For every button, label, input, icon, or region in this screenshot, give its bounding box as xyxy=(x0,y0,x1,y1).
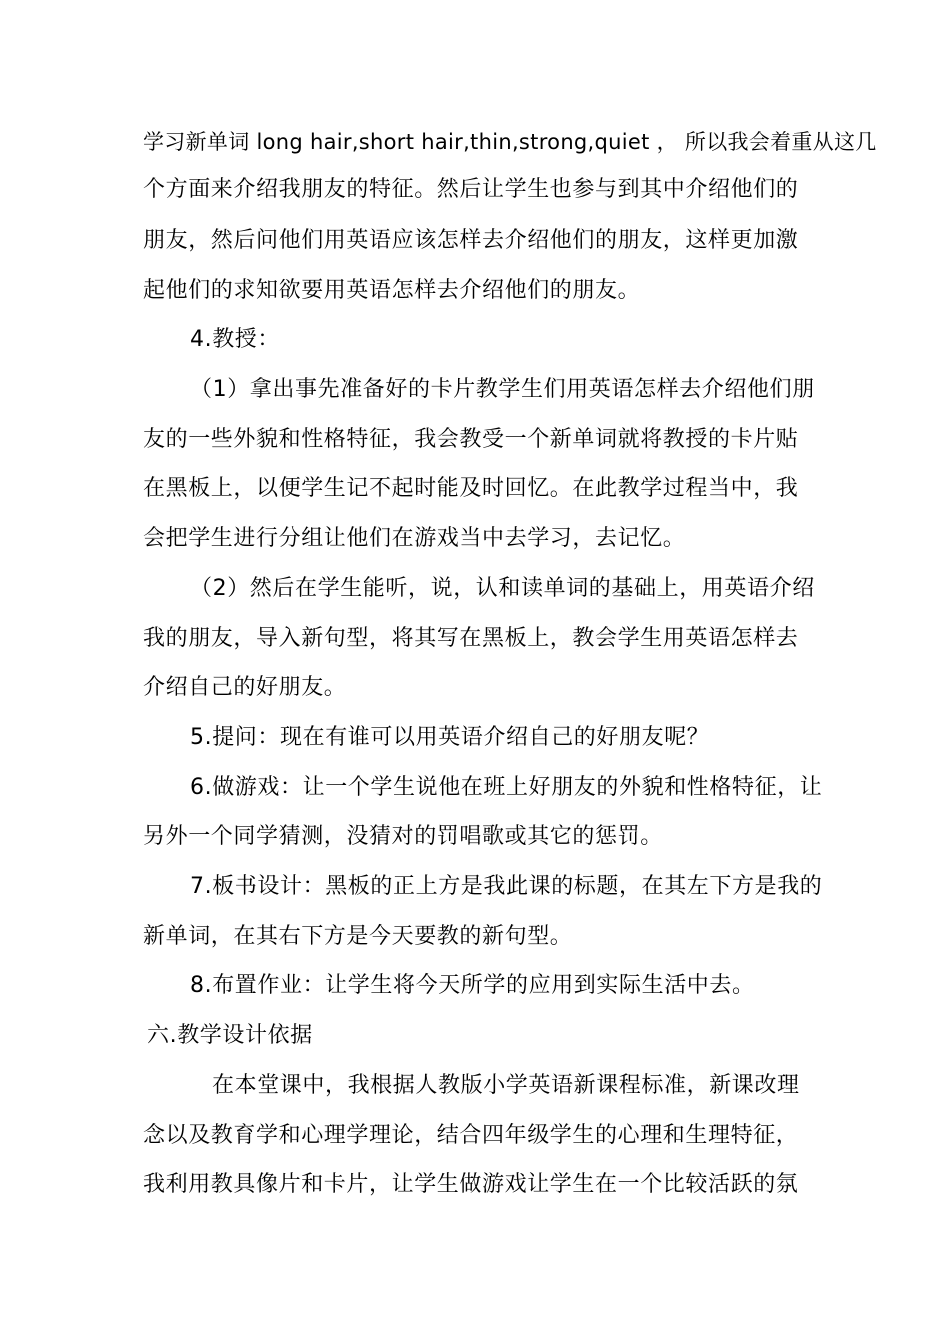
section-heading-5: 5.提问：现在有谁可以用英语介绍自己的好朋友呢？ xyxy=(190,725,710,750)
text-line-10: （2）然后在学生能听，说，认和读单词的基础上，用英语介绍 xyxy=(190,576,815,601)
section-heading-8: 8.布置作业：让学生将今天所学的应用到实际生活中去。 xyxy=(190,973,755,998)
text-line-2: 个方面来介绍我朋友的特征。然后让学生也参与到其中介绍他们的 xyxy=(143,177,799,202)
section-heading-7: 7.板书设计：黑板的正上方是我此课的标题，在其左下方是我的 xyxy=(190,874,823,899)
text-line-15: 另外一个同学猜测，没猜对的罚唱歌或其它的惩罚。 xyxy=(143,824,663,849)
section-heading-6: 6.做游戏：让一个学生说他在班上好朋友的外貌和性格特征，让 xyxy=(190,775,823,800)
text-line-1: 学习新单词 long hair,short hair,thin,strong,quiet ， 所以我会着重从这几 xyxy=(143,130,877,154)
text-line-9: 会把学生进行分组让他们在游戏当中去学习，去记忆。 xyxy=(143,526,686,551)
chapter-heading-6: 六.教学设计依据 xyxy=(147,1023,313,1048)
text-line-11: 我的朋友，导入新句型，将其写在黑板上，教会学生用英语怎样去 xyxy=(143,626,799,651)
text-line-3: 朋友，然后问他们用英语应该怎样去介绍他们的朋友，这样更加激 xyxy=(143,228,799,253)
section-heading-4: 4.教授： xyxy=(190,327,280,352)
text-line-8: 在黑板上，以便学生记不起时能及时回忆。在此教学过程当中，我 xyxy=(143,476,799,501)
text-line-4: 起他们的求知欲要用英语怎样去介绍他们的朋友。 xyxy=(143,278,641,303)
text-line-22: 我利用教具像片和卡片，让学生做游戏让学生在一个比较活跃的氛 xyxy=(143,1172,799,1197)
text-line-12: 介绍自己的好朋友。 xyxy=(143,675,347,700)
text-line-17: 新单词，在其右下方是今天要教的新句型。 xyxy=(143,924,573,949)
text-line-7: 友的一些外貌和性格特征，我会教受一个新单词就将教授的卡片贴 xyxy=(143,427,799,452)
text-line-20: 在本堂课中，我根据人教版小学英语新课程标准，新课改理 xyxy=(212,1073,800,1098)
text-line-21: 念以及教育学和心理学理论，结合四年级学生的心理和生理特征， xyxy=(143,1123,799,1148)
text-line-6: （1）拿出事先准备好的卡片教学生们用英语怎样去介绍他们朋 xyxy=(190,377,815,402)
